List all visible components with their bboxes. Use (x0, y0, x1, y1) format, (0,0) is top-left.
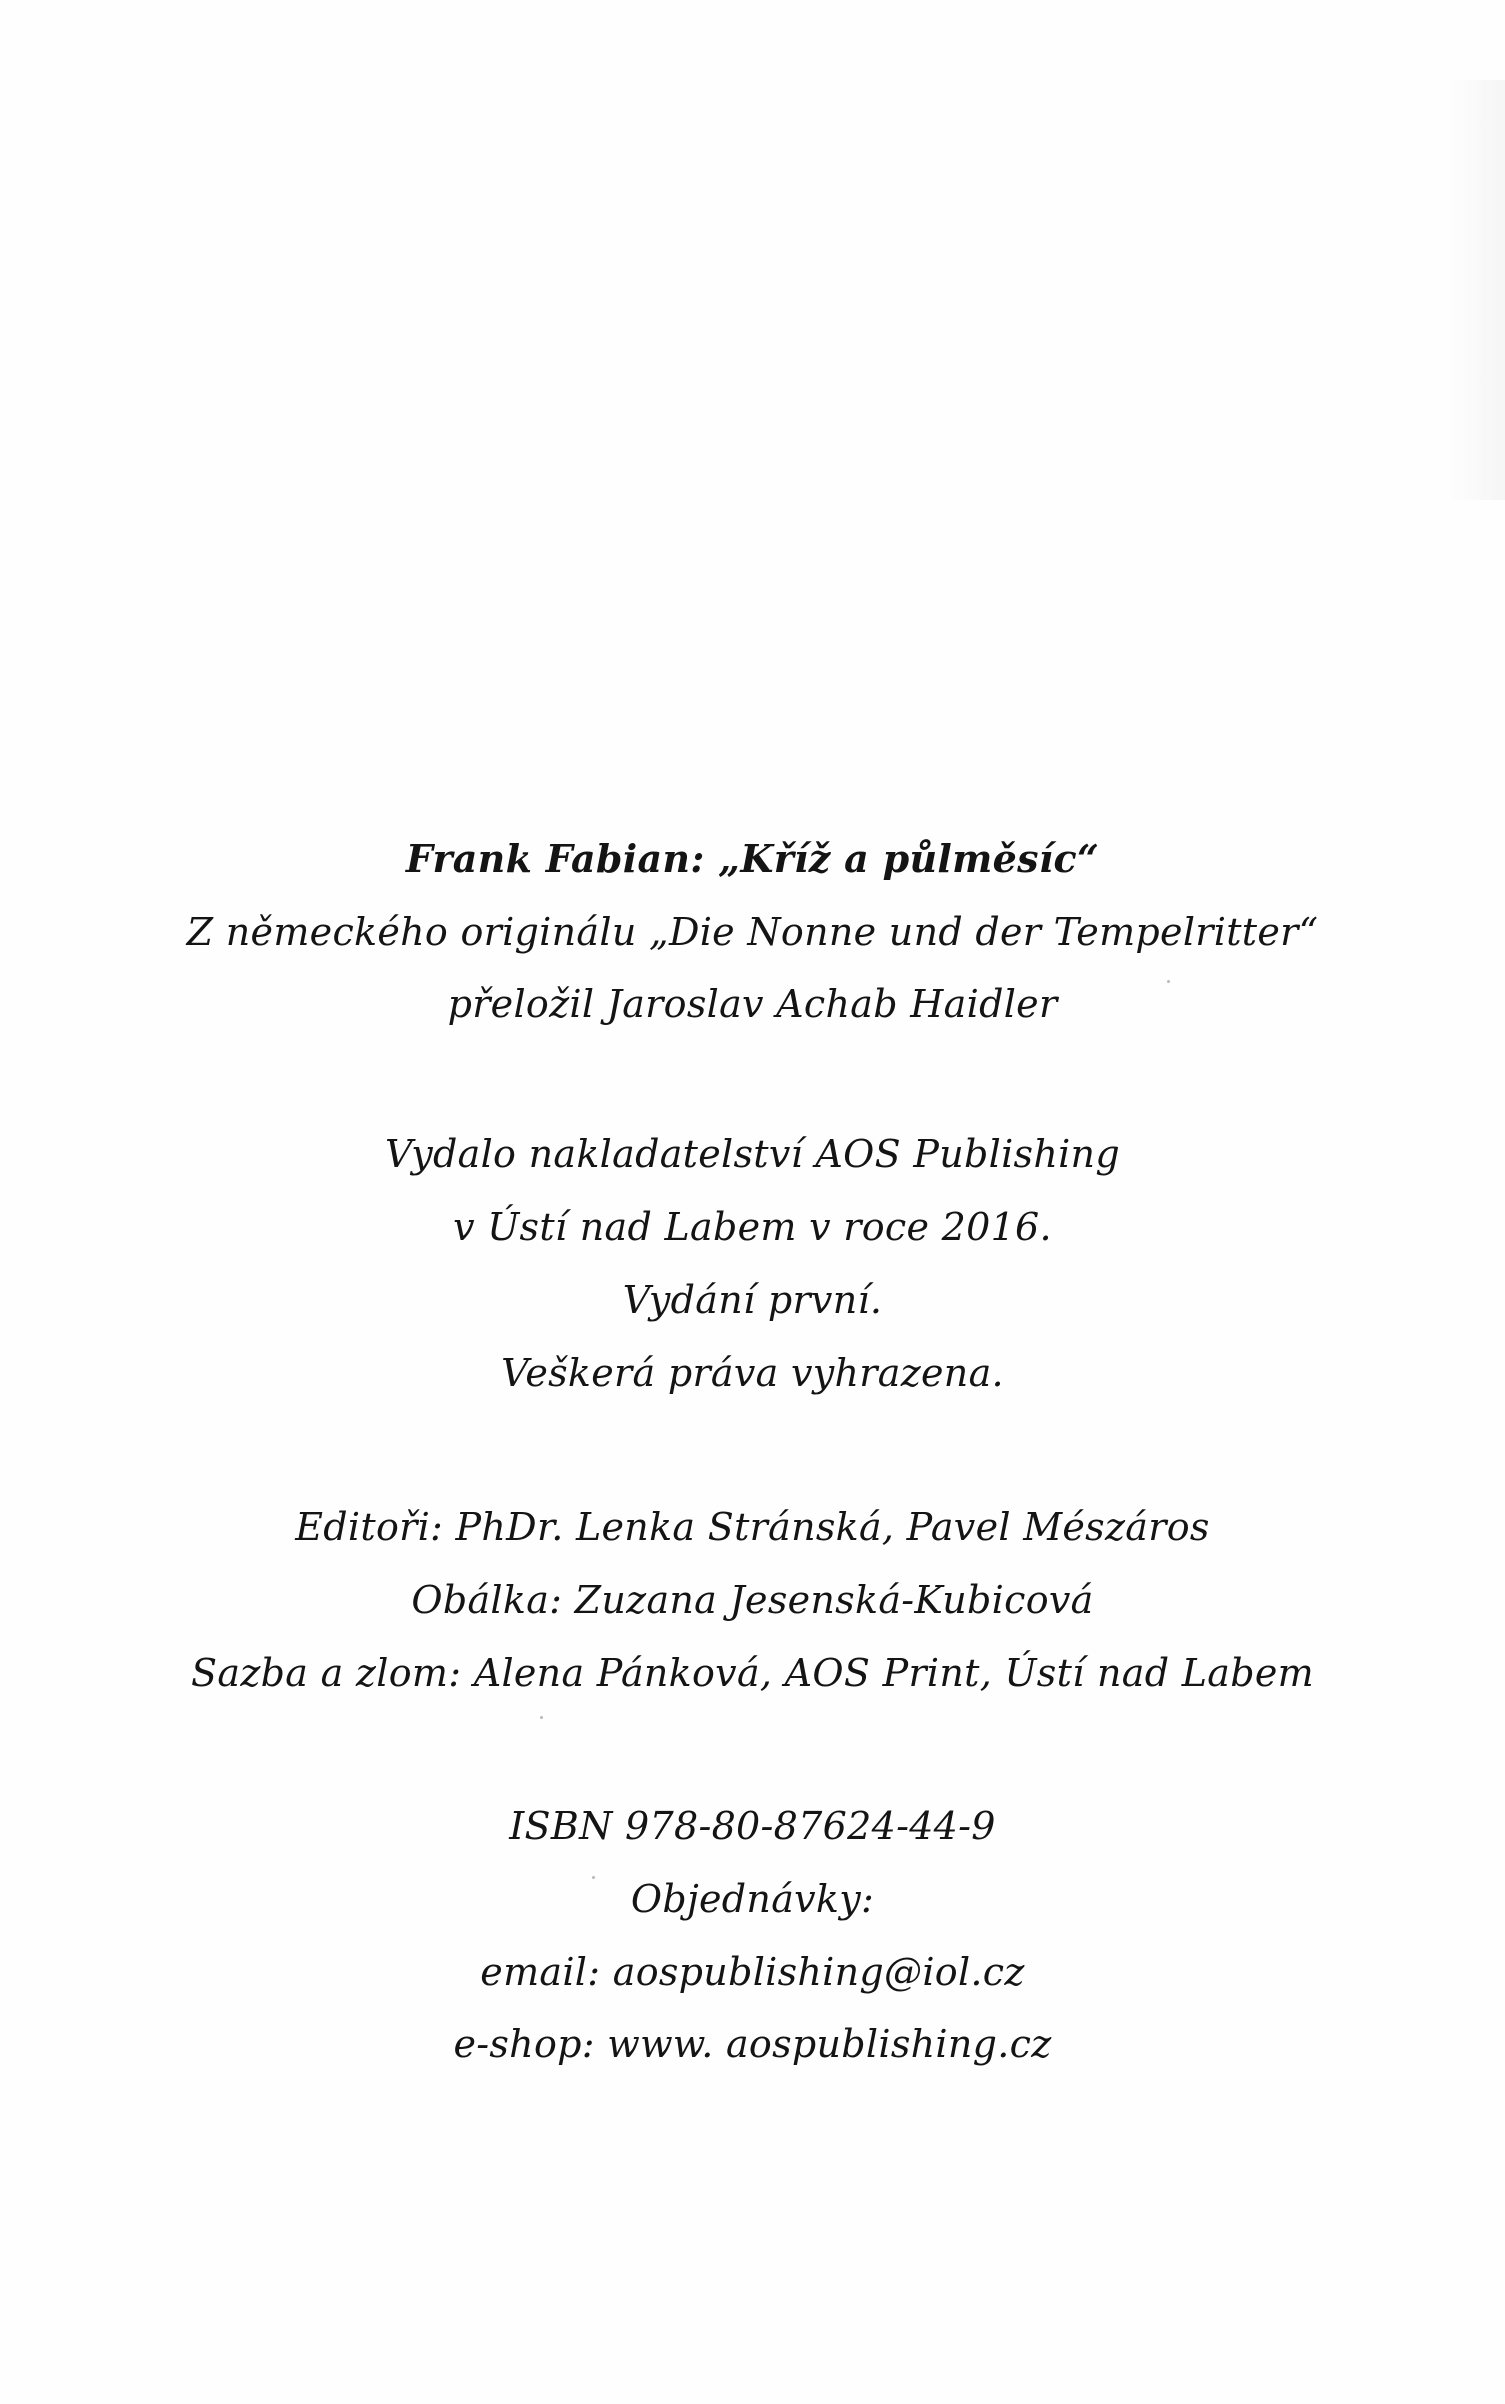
original-title-line: Z německého originálu „Die Nonne und der Tempelritter“ (186, 910, 1319, 954)
scan-speck (592, 1876, 595, 1879)
eshop-line: e-shop: www. aospublishing.cz (453, 2022, 1052, 2066)
book-title: Frank Fabian: „Kříž a půlměsíc“ (405, 836, 1100, 881)
editors-line: Editoři: PhDr. Lenka Stránská, Pavel Mészáros (295, 1505, 1210, 1549)
scan-speck (1167, 980, 1170, 983)
translator-line: přeložil Jaroslav Achab Haidler (447, 982, 1058, 1026)
edition-line: Vydání první. (622, 1278, 883, 1322)
isbn-line: ISBN 978-80-87624-44-9 (509, 1804, 996, 1848)
scan-speck (540, 1716, 543, 1719)
rights-line: Veškerá práva vyhrazena. (501, 1351, 1004, 1395)
publisher-line: Vydalo nakladatelství AOS Publishing (385, 1132, 1120, 1176)
cover-line: Obálka: Zuzana Jesenská-Kubicová (411, 1578, 1094, 1622)
scan-edge-shadow (1445, 80, 1505, 500)
orders-line: Objednávky: (630, 1877, 875, 1921)
email-line: email: aospublishing@iol.cz (480, 1950, 1025, 1994)
typesetting-line: Sazba a zlom: Alena Pánková, AOS Print, Ústí nad Labem (191, 1651, 1314, 1695)
place-year-line: v Ústí nad Labem v roce 2016. (453, 1205, 1052, 1249)
